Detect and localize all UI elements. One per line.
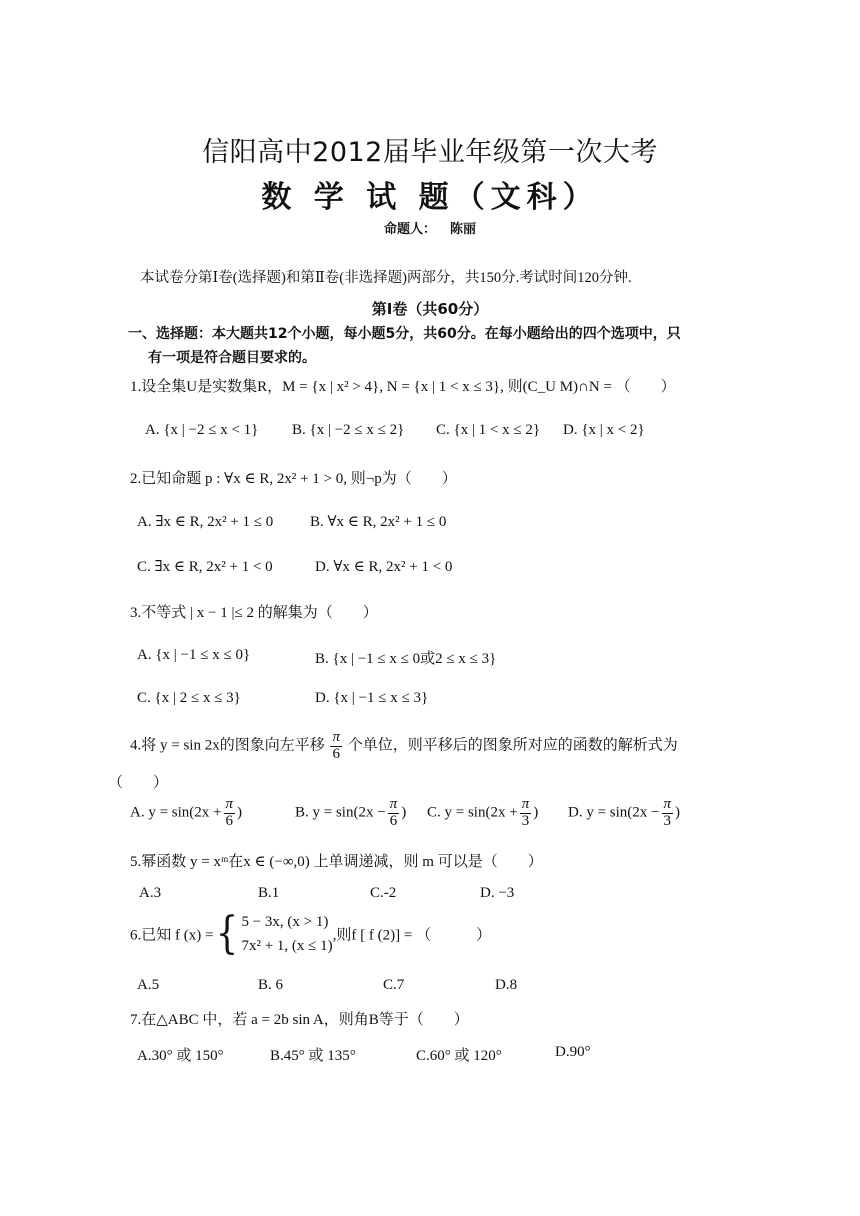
fraction-numerator: π xyxy=(225,796,234,812)
question-4-fraction xyxy=(330,730,342,763)
fraction-numerator: π xyxy=(389,796,398,812)
question-3-option-b: B. {x | −1 ≤ x ≤ 0或2 ≤ x ≤ 3} xyxy=(315,651,497,667)
section-heading: 第Ⅰ卷（共60分） xyxy=(371,300,489,318)
question-7-option-b: B.45° 或 135° xyxy=(270,1048,356,1064)
piecewise-cases xyxy=(241,910,332,958)
instructions-line-2: 有一项是符合题目要求的。 xyxy=(148,350,316,366)
question-4-stem-end: （ ） xyxy=(108,775,169,791)
section-instructions xyxy=(128,322,748,370)
question-6-option-c: C.7 xyxy=(383,977,405,993)
question-5-stem: 5.幂函数 y = xᵐ在x ∈ (−∞,0) 上单调递减，则 m 可以是（ ） xyxy=(130,854,543,870)
question-6-option-b: B. 6 xyxy=(258,977,284,993)
option-c-expr: C. y = sin(2x + xyxy=(427,804,518,821)
question-6-stem xyxy=(130,910,491,958)
option-b-expr: B. y = sin(2x − xyxy=(295,804,386,821)
question-1-option-d: D. {x | x < 2} xyxy=(563,422,645,438)
question-1-option-c: C. {x | 1 < x ≤ 2} xyxy=(436,422,541,438)
author-line xyxy=(0,218,860,237)
question-2-option-d: D. ∀x ∈ R, 2x² + 1 < 0 xyxy=(315,559,453,575)
author-name: 陈丽 xyxy=(450,222,477,237)
fraction-denominator: 6 xyxy=(389,812,398,829)
fraction-denominator: 3 xyxy=(663,812,672,829)
question-4-option-c xyxy=(427,797,538,830)
question-3-option-a: A. {x | −1 ≤ x ≤ 0} xyxy=(137,647,251,663)
question-6-stem-pre: 6.已知 f (x) = xyxy=(130,927,214,944)
fraction-denominator: 6 xyxy=(225,812,234,829)
question-1-option-a: A. {x | −2 ≤ x < 1} xyxy=(145,422,259,438)
question-1-option-b: B. {x | −2 ≤ x ≤ 2} xyxy=(292,422,405,438)
left-brace: { xyxy=(216,908,239,959)
option-d-expr: D. y = sin(2x − xyxy=(568,804,660,821)
question-4-stem xyxy=(130,730,678,763)
exam-subtitle: 数 学 试 题（文科） xyxy=(261,180,599,215)
fraction-denominator: 6 xyxy=(332,745,340,762)
fraction-denominator: 3 xyxy=(521,812,530,829)
question-3-option-d: D. {x | −1 ≤ x ≤ 3} xyxy=(315,690,429,706)
fraction-numerator: π xyxy=(332,729,340,745)
question-5-option-c: C.-2 xyxy=(370,885,397,901)
question-6-option-d: D.8 xyxy=(495,977,518,993)
option-b-fraction xyxy=(388,797,400,830)
question-5-option-a: A.3 xyxy=(139,885,162,901)
fraction-numerator: π xyxy=(663,796,672,812)
question-5-option-b: B.1 xyxy=(258,885,280,901)
question-2-option-c: C. ∃x ∈ R, 2x² + 1 < 0 xyxy=(137,559,273,575)
question-3-stem: 3.不等式 | x − 1 |≤ 2 的解集为（ ） xyxy=(130,605,378,621)
case-2: 7x² + 1, (x ≤ 1) xyxy=(241,938,333,954)
option-a-expr: A. y = sin(2x + xyxy=(130,804,222,821)
option-d-fraction xyxy=(662,797,674,830)
question-5-option-d: D. −3 xyxy=(480,885,515,901)
question-6-option-a: A.5 xyxy=(137,977,160,993)
question-3-option-c: C. {x | 2 ≤ x ≤ 3} xyxy=(137,690,241,706)
author-label: 命题人： xyxy=(383,222,436,237)
question-4-option-b xyxy=(295,797,406,830)
question-2-option-a: A. ∃x ∈ R, 2x² + 1 ≤ 0 xyxy=(137,514,274,530)
option-c-fraction xyxy=(520,797,532,830)
case-1: 5 − 3x, (x > 1) xyxy=(241,914,329,930)
question-2-option-b: B. ∀x ∈ R, 2x² + 1 ≤ 0 xyxy=(310,514,447,530)
fraction-numerator: π xyxy=(521,796,530,812)
option-a-fraction xyxy=(224,797,236,830)
close-paren: ) xyxy=(675,804,681,821)
exam-intro: 本试卷分第Ⅰ卷(选择题)和第Ⅱ卷(非选择题)两部分，共150分.考试时间120分钟. xyxy=(140,270,632,286)
question-4-option-d xyxy=(568,797,680,830)
question-4-stem-post: 个单位，则平移后的图象所对应的函数的解析式为 xyxy=(347,737,678,754)
question-1-stem: 1.设全集U是实数集R，M = {x | x² > 4}, N = {x | 1 < x ≤ 3}, 则(C_U M)∩N = （ ） xyxy=(130,379,676,395)
question-6-stem-post: ,则f [ f (2)] = （ ） xyxy=(332,927,492,944)
close-paren: ) xyxy=(533,804,539,821)
question-7-option-d: D.90° xyxy=(555,1044,591,1060)
question-2-stem: 2.已知命题 p : ∀x ∈ R, 2x² + 1 > 0, 则¬p为（ ） xyxy=(130,471,457,487)
instructions-line-1: 一、选择题：本大题共12个小题，每小题5分，共60分。在每小题给出的四个选项中，只 xyxy=(128,326,681,342)
exam-title: 信阳高中2012届毕业年级第一次大考 xyxy=(202,137,658,168)
question-7-option-a: A.30° 或 150° xyxy=(137,1048,224,1064)
close-paren: ) xyxy=(237,804,243,821)
close-paren: ) xyxy=(401,804,407,821)
question-4-option-a xyxy=(130,797,242,830)
question-7-stem: 7.在△ABC 中，若 a = 2b sin A，则角B等于（ ） xyxy=(130,1012,469,1028)
question-4-stem-pre: 4.将 y = sin 2x的图象向左平移 xyxy=(130,737,325,754)
question-7-option-c: C.60° 或 120° xyxy=(416,1048,502,1064)
